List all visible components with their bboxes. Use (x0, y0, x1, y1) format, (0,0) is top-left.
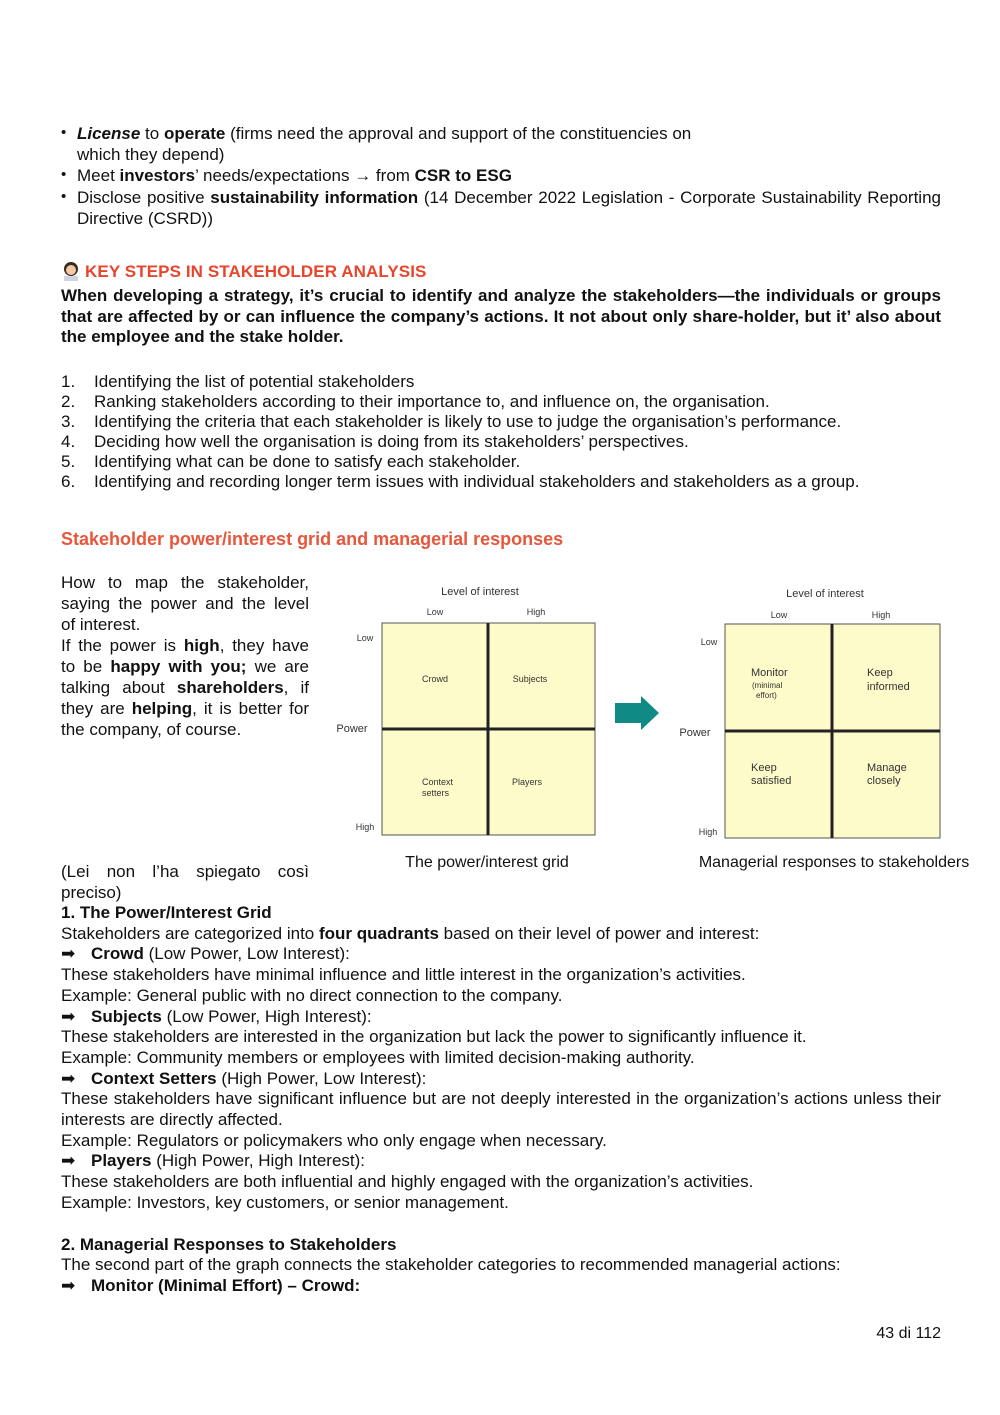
bold-term: shareholders (176, 678, 284, 697)
body-text: The second part of the graph connects the stakeholder categories to recommended managerial actions: (61, 1255, 841, 1275)
side-text-2 (61, 635, 309, 740)
text: (Low Power, High Interest): (161, 1006, 372, 1026)
bold-term: Subjects (91, 1006, 162, 1026)
bold-term: sustainability information (210, 188, 419, 207)
category-context-setters (61, 1069, 941, 1090)
arrow-bullet-icon: ➡ (61, 1151, 76, 1171)
grid1-players: Players (511, 777, 543, 787)
text: (firms need the approval and support of the constituencies on (225, 124, 692, 143)
arrow-bullet-icon: ➡ (61, 1006, 76, 1026)
text: , it is better for the company, of course. (61, 699, 309, 739)
subheading: Stakeholder power/interest grid and managerial responses (61, 529, 564, 549)
grid1-high: High (526, 607, 546, 617)
bold-term: CSR to ESG (414, 166, 512, 185)
list-number: 4. (61, 432, 76, 451)
section-heading (61, 261, 426, 283)
grid2-effort: effort) (756, 691, 777, 700)
body-text: Example: General public with no direct connection to the company. (61, 985, 563, 1005)
power-interest-grid (336, 586, 595, 871)
text: Stakeholders are categorized into (61, 923, 319, 943)
grid2-keep-1: Keep (867, 667, 893, 679)
text: (Low Power, Low Interest): (143, 944, 350, 964)
bullet-license (61, 124, 941, 165)
bold-term: investors (119, 166, 196, 185)
grid2-side-low: Low (700, 637, 718, 647)
text: which they depend) (77, 144, 225, 164)
bold-term: operate (163, 124, 226, 143)
text: Meet (77, 166, 120, 185)
list-item (61, 432, 951, 452)
section-title-2: 2. Managerial Responses to Stakeholders (61, 1234, 397, 1254)
list-text: Ranking stakeholders according to their importance to, and influence on, the organisation. (94, 392, 770, 411)
text: , they have to be (61, 636, 309, 676)
list-number: 1. (61, 372, 76, 391)
side-text-1: How to map the stakeholder, saying the power and the level of interest. (61, 573, 309, 634)
list-text: Identifying what can be done to satisfy each stakeholder. (94, 452, 521, 471)
bold-term: four quadrants (319, 923, 439, 943)
body-text: Example: Community members or employees with limited decision-making authority. (61, 1047, 695, 1067)
list-number: 5. (61, 452, 76, 471)
grid2-high: High (871, 610, 891, 620)
list-item (61, 412, 951, 432)
grid1-low: Low (426, 607, 444, 617)
list-text: Deciding how well the organisation is doing from its stakeholders’ perspectives. (94, 432, 689, 451)
grid1-subjects: Subjects (512, 674, 548, 684)
bullet-dot: • (61, 124, 67, 141)
grid2-manage: Manage (867, 762, 907, 774)
grid2-side-high: High (698, 827, 718, 837)
bold-term: high (183, 636, 220, 655)
grid2-satisfied: satisfied (751, 775, 792, 787)
grid1-context: Context (422, 777, 454, 787)
grid1-side-low: Low (356, 633, 374, 643)
side-note: (Lei non l’ha spiegato così preciso) (61, 862, 309, 902)
body-text: These stakeholders have significant influence but are not deeply interested in the organization’s actions unless their interests are directly affected. (61, 1089, 941, 1130)
body-section (61, 903, 941, 1297)
grid2-caption: Managerial responses to stakeholders (698, 854, 970, 871)
grid2-minimal: (minimal (752, 681, 783, 690)
side-paragraph (61, 572, 309, 740)
body-text: These stakeholders are interested in the organization but lack the power to significantly influence it. (61, 1027, 807, 1047)
text: (High Power, Low Interest): (216, 1068, 427, 1088)
body-text: Example: Regulators or policymakers who only engage when necessary. (61, 1130, 607, 1150)
grid2-informed: informed (867, 681, 910, 693)
woman-technologist-emoji-icon (61, 261, 81, 281)
bold-term: Context Setters (91, 1068, 217, 1088)
text: we are talking about (61, 657, 309, 697)
grid1-top-title: Level of interest (441, 586, 519, 598)
grid1-side-high: High (355, 822, 375, 832)
list-item (61, 372, 951, 392)
bold-term: Players (91, 1151, 152, 1171)
category-subjects (61, 1007, 941, 1028)
heading-text: KEY STEPS IN STAKEHOLDER ANALYSIS (85, 262, 427, 281)
grid1-crowd: Crowd (421, 674, 449, 684)
arrow-bullet-icon: ➡ (61, 944, 76, 964)
bold-term: helping (131, 699, 193, 718)
bullet-license-term: License (77, 124, 141, 143)
bullet-dot: • (61, 188, 67, 205)
list-item (61, 472, 951, 492)
list-text: Identifying the criteria that each stakeholder is likely to use to judge the organisation’s performance. (94, 412, 842, 431)
list-item (61, 452, 951, 472)
body-text: Example: Investors, key customers, or senior management. (61, 1192, 509, 1212)
text: (14 December 2022 Legislation - Corporate Sustainability Reporting Directive (CSRD)) (77, 188, 941, 228)
category-players (61, 1151, 941, 1172)
body-text: These stakeholders have minimal influence and little interest in the organization’s activities. (61, 965, 746, 985)
right-arrow-icon (615, 696, 659, 730)
category-crowd (61, 944, 941, 965)
section-title-1: 1. The Power/Interest Grid (61, 903, 272, 922)
grid2-side-title: Power (679, 727, 711, 739)
arrow-bullet-icon: ➡ (61, 1068, 76, 1088)
bullet-disclose (61, 188, 941, 229)
response-monitor (61, 1276, 941, 1297)
grid2-monitor: Monitor (751, 667, 788, 679)
grid1-setters: setters (422, 788, 450, 798)
power-interest-diagram (325, 578, 985, 878)
bold-term: happy with you; (110, 657, 247, 676)
list-item (61, 392, 951, 412)
bold-term: Crowd (91, 944, 144, 964)
grid2-closely: closely (867, 775, 901, 787)
managerial-responses-grid (679, 588, 969, 871)
list-number: 6. (61, 472, 76, 491)
grid1-caption: The power/interest grid (405, 854, 569, 871)
text: based on their level of power and interest: (438, 923, 760, 943)
text: to (140, 124, 164, 143)
bullet-investors (61, 166, 941, 187)
bullet-dot: • (61, 166, 67, 183)
list-text: Identifying and recording longer term issues with individual stakeholders and stakeholders as a group. (94, 472, 860, 491)
list-text: Identifying the list of potential stakeholders (94, 372, 415, 391)
list-number: 2. (61, 392, 76, 411)
text: ’ needs/expectations → from (195, 166, 415, 185)
intro-paragraph: When developing a strategy, it’s crucial to identify and analyze the stakeholders—the individuals or groups that are affected by or can influence the company’s actions. It not about only share-holder, but it’ also about the employee and the stake holder. (61, 286, 941, 346)
page-number: 43 di 112 (876, 1325, 941, 1342)
text: (High Power, High Interest): (151, 1151, 366, 1171)
arrow-bullet-icon: ➡ (61, 1275, 76, 1295)
body-text: These stakeholders are both influential and highly engaged with the organization’s activities. (61, 1172, 754, 1192)
list-number: 3. (61, 412, 76, 431)
text: , if they are (61, 678, 309, 718)
grid2-keep-2: Keep (751, 762, 777, 774)
text: Disclose positive (77, 188, 211, 207)
grid2-top-title: Level of interest (786, 588, 864, 600)
steps-list (61, 372, 951, 492)
grid2-low: Low (770, 610, 788, 620)
bold-term: Monitor (Minimal Effort) – Crowd: (91, 1275, 361, 1295)
body-text (61, 924, 941, 945)
text: If the power is (61, 636, 184, 655)
grid1-side-title: Power (336, 723, 368, 735)
